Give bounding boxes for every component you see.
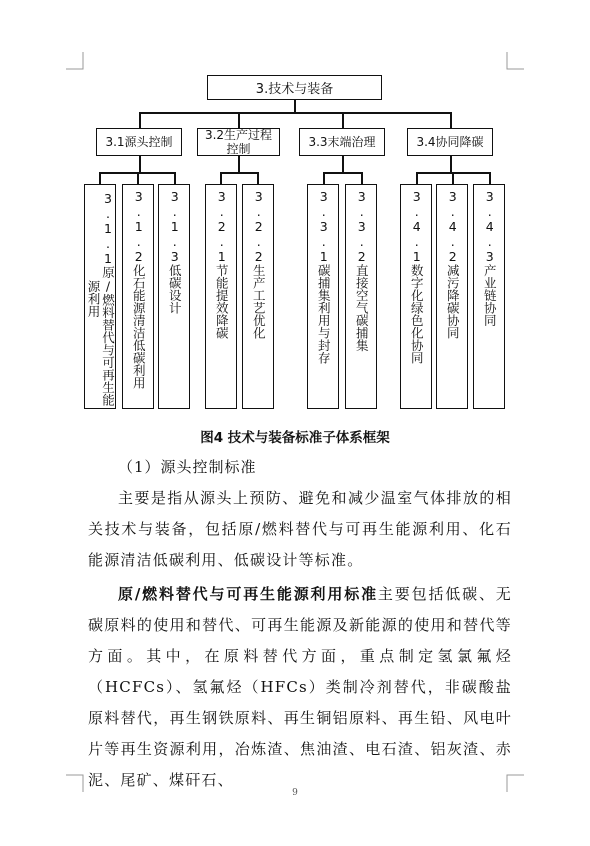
connector-leaf-4-2: [452, 172, 454, 184]
leaf-box-3-4-2: [436, 184, 468, 409]
leaf-label: 3.3.2直接空气碳捕集: [354, 189, 370, 352]
leaf-box-3-1-1: [84, 184, 116, 409]
category-box-end-treatment: [299, 128, 385, 156]
leaf-box-3-2-2: [242, 184, 274, 409]
connector-cat2-up: [238, 112, 240, 128]
connector-leaf-2-2: [257, 172, 259, 184]
leaf-box-3-4-3: [473, 184, 505, 409]
leaf-label: 3.4.2减污降碳协同: [445, 189, 461, 339]
connector-leaf-4-3: [489, 172, 491, 184]
connector-leaf-1-2: [137, 172, 139, 184]
connector-cat3-up: [342, 112, 344, 128]
leaf-label: 3.1.1原/燃料替代与可再生能源利用: [86, 191, 116, 406]
category-box-source-control: [96, 128, 182, 156]
connector-leaf-1-1: [99, 172, 101, 184]
connector-cat3-down: [342, 156, 344, 172]
leaf-box-3-2-1: [205, 184, 237, 409]
leaf-label: 3.1.2化石能源清洁低碳利用: [131, 189, 147, 389]
section-subheading: （1）源头控制标准: [118, 458, 257, 476]
connector-leaf-1-3: [174, 172, 176, 184]
connector-cat3-bar: [323, 172, 361, 174]
category-label: 3.4协同降碳: [416, 135, 484, 149]
leaf-label: 3.4.1数字化绿色化协同: [409, 189, 425, 364]
category-label: 3.1源头控制: [105, 135, 173, 149]
leaf-label: 3.2.1节能提效降碳: [214, 189, 230, 339]
leaf-box-3-1-2: [122, 184, 154, 409]
leaf-label: 3.3.1碳捕集利用与封存: [316, 189, 332, 364]
category-label: 3.2生产过程控制: [204, 128, 273, 156]
connector-cat4-down: [450, 156, 452, 172]
leaf-box-3-3-2: [345, 184, 377, 409]
connector-cat1-up: [139, 112, 141, 128]
connector-leaf-2-1: [220, 172, 222, 184]
paragraph-2-text: 主要包括低碳、无碳原料的使用和替代、可再生能源及新能源的使用和替代等方面。其中，在原料替代方面，重点制定氢氯氟烃（HCFCs）、氢氟烃（HFCs）类制冷剂替代，非碳酸盐原料替代，再生钢铁原料、再生铜铝原料、再生铅、风电叶片等再生资源利用，冶炼渣、焦油渣、电石渣、铝灰渣、赤泥、尾矿、煤矸石、: [88, 585, 512, 789]
body-paragraph-1: [88, 483, 512, 576]
connector-cat2-down: [238, 156, 240, 172]
connector-cat2-bar: [220, 172, 257, 174]
category-box-synergy: [407, 128, 493, 156]
corner-mark-top-left: [66, 52, 84, 70]
leaf-label: 3.1.3低碳设计: [167, 189, 183, 314]
figure-caption: 图4 技术与装备标准子体系框架: [200, 430, 390, 446]
connector-root-down: [294, 99, 296, 112]
paragraph-1-text: 主要是指从源头上预防、避免和减少温室气体排放的相关技术与装备，包括原/燃料替代与可再生能源利用、化石能源清洁低碳利用、低碳设计等标准。: [88, 489, 512, 569]
connector-cat1-down: [139, 156, 141, 172]
connector-categories-bar: [139, 112, 450, 114]
leaf-box-3-1-3: [158, 184, 190, 409]
connector-leaf-4-1: [416, 172, 418, 184]
leaf-box-3-3-1: [307, 184, 339, 409]
paragraph-2-bold-term: 原/燃料替代与可再生能源利用标准: [118, 585, 378, 603]
diagram-root-label: 3.技术与装备: [255, 82, 334, 97]
category-box-process-control: [197, 128, 280, 156]
leaf-label: 3.4.3产业链协同: [482, 189, 498, 327]
connector-leaf-3-1: [323, 172, 325, 184]
leaf-label: 3.2.2生产工艺优化: [251, 189, 267, 339]
diagram-root-box: [207, 75, 382, 100]
page-number: 9: [292, 788, 298, 798]
leaf-box-3-4-1: [400, 184, 432, 409]
body-paragraph-2: [88, 579, 512, 796]
connector-leaf-3-2: [361, 172, 363, 184]
connector-cat4-up: [450, 112, 452, 128]
category-label: 3.3末端治理: [308, 135, 376, 149]
corner-mark-top-right: [506, 52, 524, 70]
